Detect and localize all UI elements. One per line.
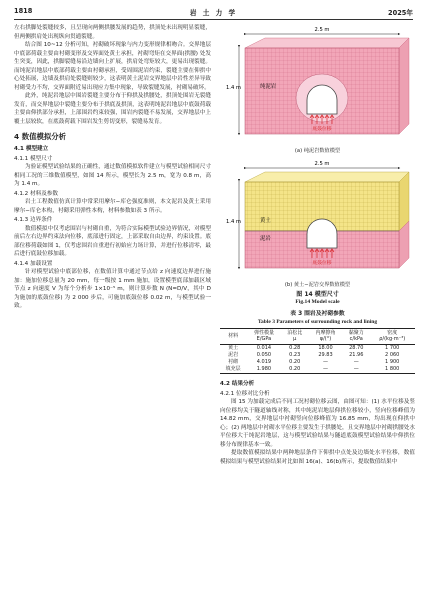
parameters-table xyxy=(220,328,415,374)
subsubsection-heading: 4.1.2 材料及参数 xyxy=(14,190,58,197)
subsubsection-heading: 4.2.1 位移对比分析 xyxy=(220,390,270,397)
figure-caption-cn: 图 14 模型尺寸 xyxy=(296,291,339,298)
subsubsection-heading: 4.1.1 模型尺寸 xyxy=(14,155,53,162)
table-row xyxy=(220,366,415,374)
tunnel-lining xyxy=(307,219,337,248)
table-cell: — xyxy=(308,366,343,374)
subsection-heading: 4.1 模型建立 xyxy=(14,146,49,152)
header-cell: 泊松比 μ xyxy=(282,329,308,345)
figure-14a-model xyxy=(223,24,413,148)
table-cell: 0.014 xyxy=(256,345,272,351)
paragraph: 为验证模型试验结果的正确性，通过数值模拟软件建立与模型试验相同尺寸相同工况的三维数值模型，如图 14 所示，模型长为 2.5 m，宽为 0.8 m，高为 1.4 m。 xyxy=(14,164,211,187)
journal-year: 2025年 xyxy=(388,9,413,17)
table-cell: 1 800 xyxy=(369,366,415,374)
table-cell: 21.96 xyxy=(349,352,364,358)
table-cell: 衬砌 xyxy=(228,359,239,365)
paragraph: 针对模型试验中底部位移，在数值计算中通过节点给 z 向速度边界进行施加：施加位移总量为 20 mm，每一级按 1 mm 施加，设置模型底部加载区域节点 z 向速度 V 为每个分析步 1×10⁻⁵ m，则计算步数 N (N=D/V，其中 D 为施加的底鼓位移) 为 2 000 步后，可施加底鼓位移 0.02 m，与模型试验一致。 xyxy=(14,269,211,309)
paragraph: 提取数值模拟结果中两种地层条件下仰拱中点处及边墙处水平位移，数值模拟结果与模型试验结果对比如图 16(a)、16(b)所示，提取数值结果中 xyxy=(220,450,415,465)
table-cell: 0.20 xyxy=(289,359,301,365)
table-cell: 黄土 xyxy=(228,345,239,351)
table-3-caption xyxy=(220,311,415,326)
paragraph: 结合图 10~12 分析可知，衬砌破坏现象与内力变形规律相吻合。交界地层中底部荷载主要由衬砌变形及交界面处黄土承担，衬砌弯矩在交界面(拱腰) 处发生突变，因此，拱脚裂缝易沿边墙向上扩展，拱肩处弯矩较大，更易出现裂缝。而纯泥岩地层中底部荷载主要由衬砌承担，受周围泥岩约束，裂缝主要在仰拱中心处拓展，边墙及拱肩处裂缝则较少，这表明黄土泥岩交界地层中岩性差异导致衬砌受力不均，交界面附近易出现应力集中现象，导致裂缝发展，衬砌易破坏。 xyxy=(14,42,211,91)
figure-14b-caption: (b) 黄土−泥岩交界数值模型 xyxy=(284,282,351,288)
paragraph: 岩土工程数值仿真计算中常采用摩尔−库仑强度准则，本文泥岩及黄土采用摩尔−库仑本构，衬砌采用弹性本构，材料参数如表 3 所示。 xyxy=(14,199,211,214)
subsection-heading: 4.2 结果分析 xyxy=(220,381,255,387)
paragraph: 此外，纯泥岩地层中围岩裂缝主要分布于仰拱及拱腰处，拱顶处围岩无裂缝发育，而交界地层中裂缝主要分布于拱底及拱顶，这表明纯泥岩地层中底鼓荷载主要由仰拱部分承担，上部围岩约束较强，围岩内裂缝不易发展，交界地层中上覆土层较软，在底鼓荷载下围岩发生剪切变形，裂缝易发育。 xyxy=(14,93,211,125)
load-label: 底鼓位移 xyxy=(311,261,332,266)
subsubsection-heading: 4.1.4 加载设置 xyxy=(14,260,53,267)
table-cell: 2 060 xyxy=(385,352,400,358)
table-row xyxy=(220,352,415,359)
table-row xyxy=(220,359,415,366)
table-cell: 0.050 xyxy=(256,352,272,358)
paragraph: 图 15 为加载完成后不同工况衬砌位移云图，由图可知：(1) 水平位移及竖向位移均关于隧道轴线对称，其中纯泥岩地层仰拱位移较小，竖向位移峰值为 14.82 mm，交界地层中衬砌竖向位移峰值为 16.85 mm，均出现在仰拱中心；(2) 两地层中衬砌水平位移主要发生于拱腰处，且交界地层中衬砌拱腰处水平位移大于纯泥岩地层，这与模型试验结果与隧道底鼓模型试验结果中仰拱位移分布规律基本一致。 xyxy=(220,399,415,448)
table-cell: — xyxy=(343,366,369,374)
table-cell: 0.28 xyxy=(289,345,301,351)
table-cell: 1.980 xyxy=(246,366,281,374)
figure-14-caption xyxy=(220,291,415,306)
right-column xyxy=(220,24,415,466)
journal-title: 岩 土 力 学 xyxy=(189,9,238,17)
table-cell: 28.70 xyxy=(349,345,364,351)
table-cell: 18.00 xyxy=(318,345,333,351)
header-cell: 黏聚力 c/kPa xyxy=(343,329,369,345)
table-cell: 1 700 xyxy=(385,345,400,351)
table-row xyxy=(220,345,415,353)
table-cell: 0.20 xyxy=(282,366,308,374)
section-heading: 4 数值模拟分析 xyxy=(14,132,67,141)
figure-14 xyxy=(220,24,415,306)
table-cell: 4.019 xyxy=(256,359,272,365)
header-cell: 内摩擦角 φ/(°) xyxy=(308,329,343,345)
table-cell: 1 900 xyxy=(385,359,400,365)
table-caption-en: Table 3 Parameters of surrounding rock and lining xyxy=(257,318,378,325)
table-cell: 填充层 xyxy=(220,366,246,374)
width-label: 2.5 m xyxy=(314,27,329,33)
page-header xyxy=(0,0,427,20)
table-cell: 0.23 xyxy=(289,352,301,358)
header-cell: 弹性模量 E/GPa xyxy=(246,329,281,345)
table-cell: 泥岩 xyxy=(228,352,239,358)
header-cell: 材料 xyxy=(220,329,246,345)
table-cell: — xyxy=(353,359,359,365)
figure-caption-en: Fig.14 Model scale xyxy=(295,298,340,305)
rock-label: 纯泥岩 xyxy=(259,84,276,90)
table-header-row xyxy=(220,329,415,345)
load-label: 底鼓位移 xyxy=(311,127,332,132)
figure-14a-caption: (a) 纯泥岩数值模型 xyxy=(294,148,341,154)
page-number: 1818 xyxy=(14,7,33,15)
paragraph: 数值模拟中仅考虑围岩与衬砌自重，为符合实际模型试验边界情况，对模型前后左右边界约束法向位移，底部进行固定，上部采取自由边界，约束设置。底部位移荷载如图 1，仅考虑围岩自重进行初始应力场计算，并进行位移清零，最后进行底鼓位移加载。 xyxy=(14,225,211,257)
figure-14b-model xyxy=(223,158,413,282)
header-rule xyxy=(14,19,413,20)
table-cell: 29.83 xyxy=(318,352,333,358)
table-cell: — xyxy=(322,359,328,365)
mudstone-label: 泥岩 xyxy=(259,236,271,242)
left-column xyxy=(14,24,211,311)
subsubsection-heading: 4.1.3 边界条件 xyxy=(14,217,53,223)
height-label: 1.4 m xyxy=(225,219,241,225)
width-label: 2.5 m xyxy=(314,161,329,167)
tunnel-lining xyxy=(307,85,337,114)
table-caption-cn: 表 3 围岩及衬砌参数 xyxy=(290,311,345,317)
height-label: 1.4 m xyxy=(225,85,241,91)
header-cell: 密度 ρ/(kg·m⁻³) xyxy=(369,329,415,345)
paragraph: 左右拱脚处裂缝较多，且呈现向两侧拱腰发展的趋势，拱顶处未出现明显裂缝，但两侧拱肩处出现纵向贯通裂缝。 xyxy=(14,25,211,40)
loess-label: 黄土 xyxy=(259,218,271,224)
